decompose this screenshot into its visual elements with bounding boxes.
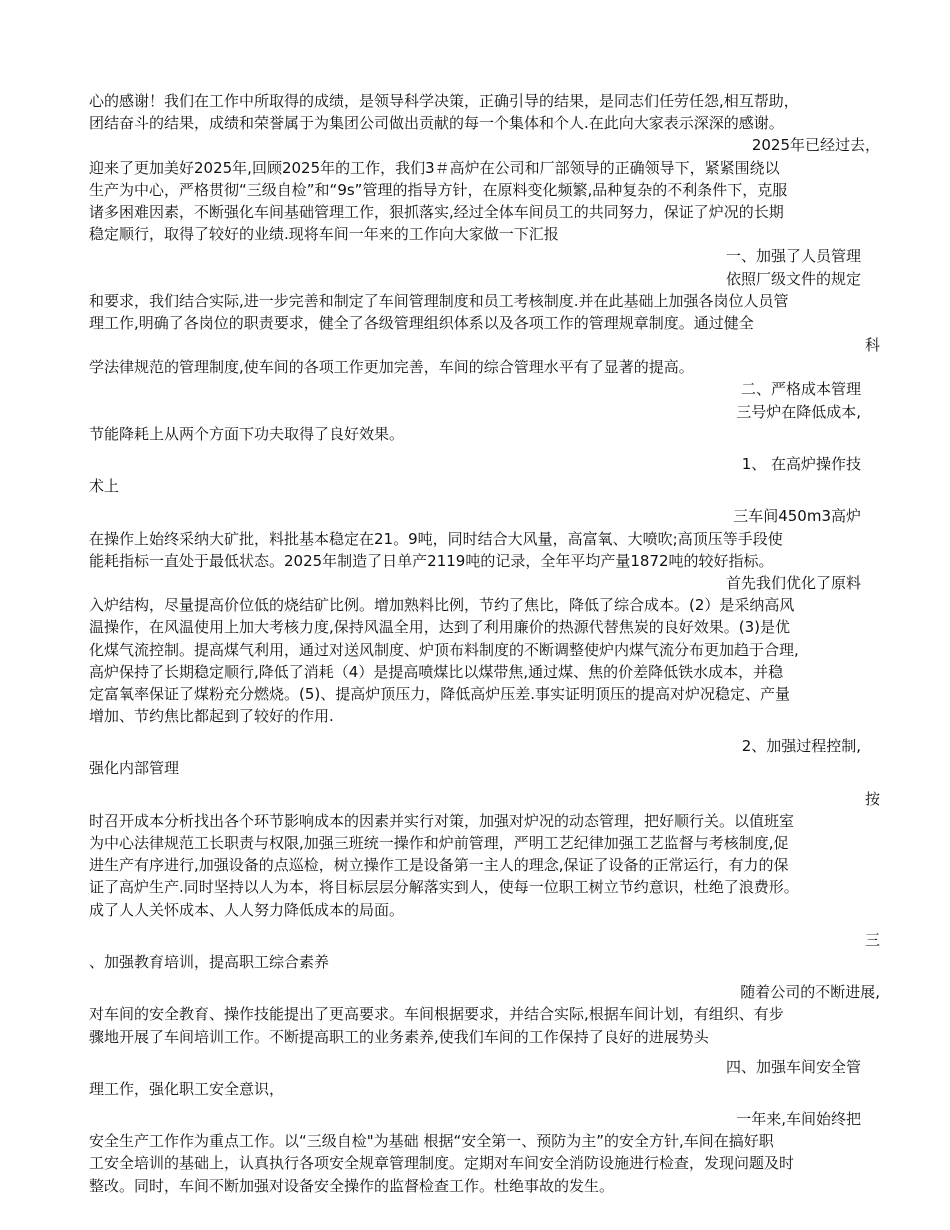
- section-heading: 一、加强了人员管理: [725, 247, 861, 266]
- paragraph-line: 首先我们优化了原料: [725, 573, 861, 592]
- paragraph-line: 对车间的安全教育、操作技能提出了更高要求。车间根据要求，并结合实际,根据车间计划，有组织、有步: [89, 1005, 784, 1024]
- paragraph-line: 骤地开展了车间培训工作。不断提高职工的业务素养,使我们车间的工作保持了良好的进展势头: [89, 1027, 709, 1046]
- paragraph-line: 工安全培训的基础上，认真执行各项安全规章管理制度。定期对车间安全消防设施进行检查，发现问题及时: [89, 1154, 795, 1173]
- subsection-heading: 2、加强过程控制,: [741, 737, 861, 756]
- paragraph-line: 时召开成本分析找出各个环节影响成本的因素并实行对策，加强对炉况的动态管理，把好顺行关。以值班室: [89, 811, 795, 830]
- paragraph-line: 理工作,明确了各岗位的职责要求，健全了各级管理组织体系以及各项工作的管理规章制度。通过健全: [89, 313, 754, 332]
- paragraph-line: 为中心法律规范工长职责与权限,加强三班统一操作和炉前管理，严明工艺纪律加强工艺监督与考核制度,促: [89, 834, 789, 852]
- paragraph-line: 稳定顺行，取得了较好的业绩.现将车间一年来的工作向大家做一下汇报: [89, 225, 559, 244]
- subsection-heading: 1、 在高炉操作技: [741, 455, 861, 473]
- paragraph-line: 能耗指标一直处于最低状态。2025年制造了日单产2119吨的记录，全年平均产量1872吨的较好指标。: [89, 551, 774, 570]
- paragraph-line: 团结奋斗的结果，成绩和荣誉属于为集团公司做出贡献的每一个集体和个人.在此向大家表示深深的感谢。: [89, 114, 784, 133]
- paragraph-line: 学法律规范的管理制度,使车间的各项工作更加完善，车间的综合管理水平有了显著的提高。: [89, 358, 694, 377]
- paragraph-line: 诸多困难因素，不断强化车间基础管理工作，狠抓落实,经过全体车间员工的共同努力，保证了炉况的长期: [89, 202, 784, 221]
- section-heading: 理工作，强化职工安全意识，: [89, 1079, 285, 1098]
- paragraph-line: 一年来,车间始终把: [736, 1110, 861, 1129]
- paragraph-line: 证了高炉生产.同时坚持以人为本，将目标层层分解落实到人，使每一位职工树立节约意识，杜绝了浪费形。: [89, 878, 799, 897]
- paragraph-line: 三车间450m3高炉: [733, 507, 861, 526]
- paragraph-line: 安全生产工作作为重点工作。以“三级自检"为基础 根据“安全第一、预防为主”的安全方针,车间在搞好职: [89, 1132, 774, 1151]
- section-heading: 、加强教育培训，提高职工综合素养: [89, 952, 330, 971]
- section-heading: 三: [864, 930, 880, 949]
- paragraph-line: 依照厂级文件的规定: [725, 269, 861, 288]
- section-heading: 四、加强车间安全管: [725, 1057, 861, 1076]
- paragraph-line: 三号炉在降低成本,: [736, 402, 861, 421]
- paragraph-line: 入炉结构，尽量提高价位低的烧结矿比例。增加熟料比例，节约了焦比，降低了综合成本。(2）是采纳高风: [89, 596, 795, 615]
- paragraph-line: 2025年已经过去，: [751, 136, 880, 155]
- paragraph-line: 生产为中心，严格贯彻“三级自检”和“9s”管理的指导方针，在原料变化频繁,品种复杂的不利条件下，克服: [89, 180, 788, 199]
- paragraph-line: 高炉保持了长期稳定顺行,降低了消耗（4）是提高喷煤比以煤带焦,通过煤、焦的价差降低铁水成本，并稳: [89, 662, 784, 681]
- section-heading: 二、严格成本管理: [740, 380, 861, 399]
- paragraph-line: 在操作上始终采纳大矿批，料批基本稳定在21。9吨，同时结合大风量，高富氧、大喷吹;高顶压等手段使: [89, 529, 783, 548]
- paragraph-line: 整改。同时，车间不断加强对设备安全操作的监督检查工作。杜绝事故的发生。: [89, 1176, 615, 1195]
- paragraph-line: 定富氧率保证了煤粉充分燃烧。(5)、提高炉顶压力，降低高炉压差.事实证明顶压的提高对炉况稳定、产量: [89, 684, 791, 703]
- paragraph-line: 温操作，在风温使用上加大考核力度,保持风温全用，达到了利用廉价的热源代替焦炭的良好效果。(3)是优: [89, 618, 791, 637]
- paragraph-line: 强化内部管理: [89, 759, 180, 778]
- paragraph-line: 科: [864, 336, 880, 355]
- paragraph-line: 节能降耗上从两个方面下功夫取得了良好效果。: [89, 424, 405, 443]
- paragraph-line: 随着公司的不断进展,: [740, 983, 880, 1002]
- paragraph-line: 成了人人关怀成本、人人努力降低成本的局面。: [89, 900, 405, 919]
- paragraph-line: 迎来了更加美好2025年,回顾2025年的工作，我们3＃高炉在公司和厂部领导的正确领导下，紧紧围绕以: [89, 158, 780, 177]
- paragraph-line: 心的感谢！我们在工作中所取得的成绩，是领导科学决策，正确引导的结果，是同志们任劳任怨,相互帮助，: [89, 92, 799, 110]
- paragraph-line: 进生产有序进行,加强设备的点巡检，树立操作工是设备第一主人的理念,保证了设备的正常运行，有力的保: [89, 856, 789, 875]
- paragraph-line: 增加、节约焦比都起到了较好的作用.: [89, 707, 334, 726]
- paragraph-line: 化煤气流控制。提高煤气利用，通过对送风制度、炉顶布料制度的不断调整使炉内煤气流分布更加趋于合理,: [89, 640, 799, 659]
- paragraph-line: 术上: [89, 477, 120, 496]
- document-page: [89, 90, 880, 1197]
- paragraph-line: 按: [864, 789, 880, 808]
- paragraph-line: 和要求，我们结合实际,进一步完善和制定了车间管理制度和员工考核制度.并在此基础上加强各岗位人员管: [89, 291, 789, 310]
